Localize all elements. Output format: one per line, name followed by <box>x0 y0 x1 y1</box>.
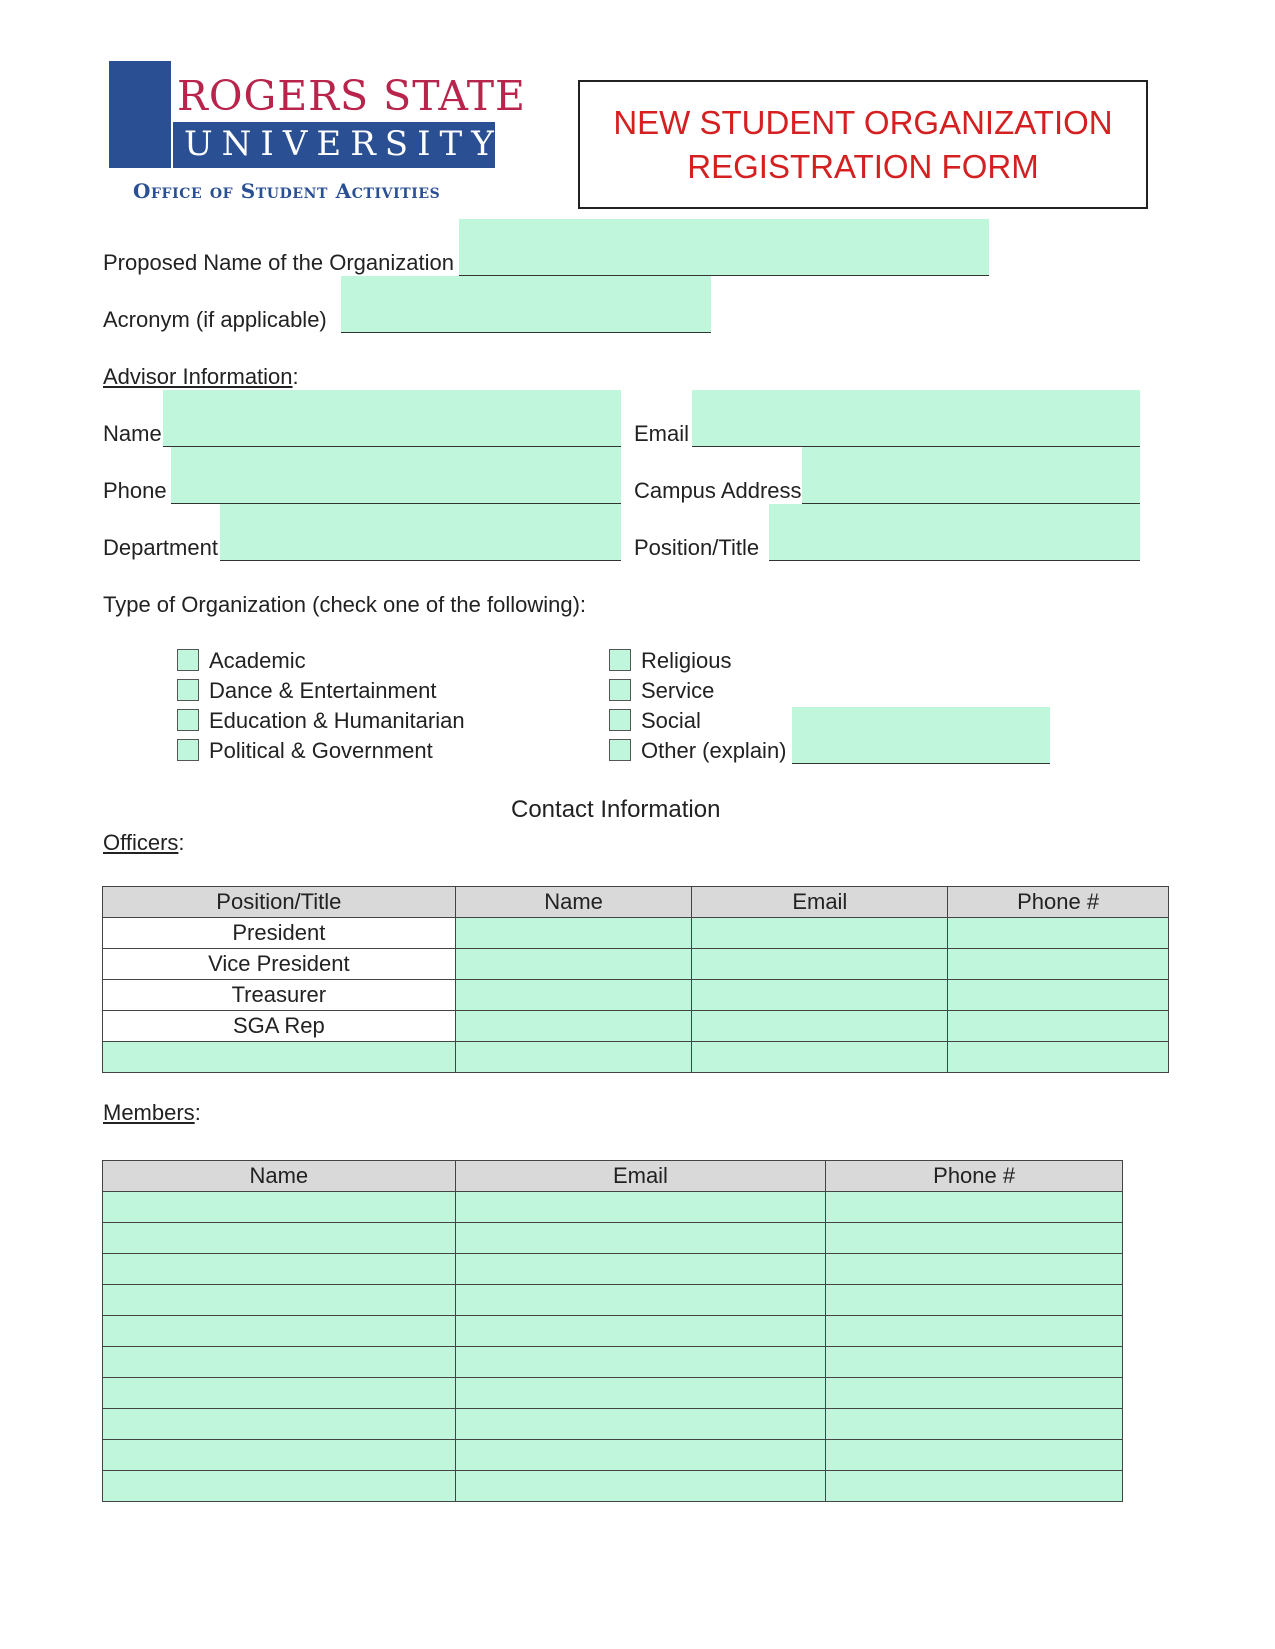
member-phone-cell[interactable] <box>826 1254 1123 1285</box>
table-row <box>103 1254 1123 1285</box>
table-row <box>103 1378 1123 1409</box>
officers-col-position: Position/Title <box>103 887 456 918</box>
officer-phone-cell[interactable] <box>948 918 1169 949</box>
advisor-name-input[interactable] <box>163 390 621 447</box>
option-service-label: Service <box>641 678 715 703</box>
member-phone-cell[interactable] <box>826 1409 1123 1440</box>
officer-name-cell[interactable] <box>455 1042 692 1073</box>
members-col-email: Email <box>455 1161 826 1192</box>
advisor-campus-address-input[interactable] <box>802 447 1140 504</box>
member-email-cell[interactable] <box>455 1223 826 1254</box>
officer-name-cell[interactable] <box>455 918 692 949</box>
option-other-label: Other (explain) <box>641 738 787 763</box>
logo-text-office: Office of Student Activities <box>133 179 441 203</box>
officer-name-cell[interactable] <box>455 980 692 1011</box>
advisor-email-label: Email <box>634 421 690 446</box>
table-row <box>103 1192 1123 1223</box>
advisor-name-label: Name <box>103 421 162 446</box>
option-religious-label: Religious <box>641 648 732 673</box>
member-phone-cell[interactable] <box>826 1471 1123 1502</box>
table-row <box>103 1347 1123 1378</box>
contact-info-heading: Contact Information <box>511 796 721 823</box>
org-name-label: Proposed Name of the Organization <box>103 250 454 275</box>
officer-name-cell[interactable] <box>455 949 692 980</box>
member-email-cell[interactable] <box>455 1378 826 1409</box>
table-row <box>103 1440 1123 1471</box>
other-explain-input[interactable] <box>792 707 1050 764</box>
officer-position-treasurer: Treasurer <box>103 980 456 1011</box>
officer-position-vice-president: Vice President <box>103 949 456 980</box>
member-phone-cell[interactable] <box>826 1192 1123 1223</box>
option-dance-entertainment-label: Dance & Entertainment <box>209 678 437 703</box>
officer-email-cell[interactable] <box>692 1042 948 1073</box>
officer-position-sga-rep: SGA Rep <box>103 1011 456 1042</box>
advisor-position-input[interactable] <box>769 504 1140 561</box>
officer-email-cell[interactable] <box>692 949 948 980</box>
member-email-cell[interactable] <box>455 1409 826 1440</box>
form-title-box <box>578 80 1148 209</box>
member-phone-cell[interactable] <box>826 1223 1123 1254</box>
officer-position-president: President <box>103 918 456 949</box>
member-phone-cell[interactable] <box>826 1378 1123 1409</box>
officers-col-name: Name <box>455 887 692 918</box>
member-name-cell[interactable] <box>103 1409 456 1440</box>
members-col-phone: Phone # <box>826 1161 1123 1192</box>
advisor-heading: Advisor Information: <box>103 364 299 389</box>
advisor-email-input[interactable] <box>692 390 1140 447</box>
member-name-cell[interactable] <box>103 1378 456 1409</box>
advisor-campus-address-label: Campus Address <box>634 478 802 503</box>
table-row <box>103 918 1169 949</box>
officer-phone-cell[interactable] <box>948 949 1169 980</box>
officer-email-cell[interactable] <box>692 1011 948 1042</box>
members-header-row <box>103 1161 1123 1192</box>
member-name-cell[interactable] <box>103 1223 456 1254</box>
checkbox-religious[interactable] <box>609 649 631 671</box>
member-name-cell[interactable] <box>103 1192 456 1223</box>
member-phone-cell[interactable] <box>826 1440 1123 1471</box>
member-email-cell[interactable] <box>455 1192 826 1223</box>
advisor-phone-label: Phone <box>103 478 167 503</box>
member-name-cell[interactable] <box>103 1285 456 1316</box>
table-row <box>103 1011 1169 1042</box>
checkbox-social[interactable] <box>609 709 631 731</box>
checkbox-education-humanitarian[interactable] <box>177 709 199 731</box>
option-education-humanitarian-label: Education & Humanitarian <box>209 708 465 733</box>
advisor-department-label: Department <box>103 535 218 560</box>
acronym-input[interactable] <box>341 276 711 333</box>
acronym-label: Acronym (if applicable) <box>103 307 327 332</box>
officers-heading: Officers: <box>103 830 185 855</box>
member-name-cell[interactable] <box>103 1471 456 1502</box>
checkbox-dance-entertainment[interactable] <box>177 679 199 701</box>
member-email-cell[interactable] <box>455 1316 826 1347</box>
org-type-heading: Type of Organization (check one of the following): <box>103 592 587 617</box>
table-row <box>103 1316 1123 1347</box>
table-row <box>103 980 1169 1011</box>
member-email-cell[interactable] <box>455 1471 826 1502</box>
table-row <box>103 1409 1123 1440</box>
officer-position-cell[interactable] <box>103 1042 456 1073</box>
officer-email-cell[interactable] <box>692 980 948 1011</box>
member-email-cell[interactable] <box>455 1347 826 1378</box>
table-row <box>103 1471 1123 1502</box>
officer-phone-cell[interactable] <box>948 980 1169 1011</box>
checkbox-service[interactable] <box>609 679 631 701</box>
member-email-cell[interactable] <box>455 1440 826 1471</box>
member-email-cell[interactable] <box>455 1254 826 1285</box>
option-political-government-label: Political & Government <box>209 738 433 763</box>
table-row <box>103 949 1169 980</box>
table-row <box>103 1223 1123 1254</box>
university-seal-icon <box>109 61 171 168</box>
org-name-input[interactable] <box>459 219 989 276</box>
advisor-phone-input[interactable] <box>171 447 621 504</box>
officers-col-phone: Phone # <box>948 887 1169 918</box>
advisor-department-input[interactable] <box>220 504 621 561</box>
checkbox-academic[interactable] <box>177 649 199 671</box>
members-col-name: Name <box>103 1161 456 1192</box>
officers-header-row <box>103 887 1169 918</box>
member-name-cell[interactable] <box>103 1347 456 1378</box>
officer-phone-cell[interactable] <box>948 1011 1169 1042</box>
option-academic-label: Academic <box>209 648 306 673</box>
checkbox-political-government[interactable] <box>177 739 199 761</box>
member-phone-cell[interactable] <box>826 1347 1123 1378</box>
table-row <box>103 1285 1123 1316</box>
officers-col-email: Email <box>692 887 948 918</box>
member-phone-cell[interactable] <box>826 1316 1123 1347</box>
advisor-position-label: Position/Title <box>634 535 760 560</box>
member-name-cell[interactable] <box>103 1316 456 1347</box>
form-title: NEW STUDENT ORGANIZATION REGISTRATION FORM <box>613 103 1113 185</box>
member-name-cell[interactable] <box>103 1254 456 1285</box>
officer-phone-cell[interactable] <box>948 1042 1169 1073</box>
logo-text-rogers-state: ROGERS STATE <box>177 72 526 120</box>
officer-name-cell[interactable] <box>455 1011 692 1042</box>
option-social-label: Social <box>641 708 701 733</box>
officer-email-cell[interactable] <box>692 918 948 949</box>
member-email-cell[interactable] <box>455 1285 826 1316</box>
officers-table <box>102 886 1169 1073</box>
member-name-cell[interactable] <box>103 1440 456 1471</box>
checkbox-other[interactable] <box>609 739 631 761</box>
member-phone-cell[interactable] <box>826 1285 1123 1316</box>
members-heading: Members: <box>103 1100 201 1125</box>
logo-text-university: UNIVERSITY <box>184 124 503 164</box>
table-row <box>103 1042 1169 1073</box>
members-table <box>102 1160 1123 1502</box>
